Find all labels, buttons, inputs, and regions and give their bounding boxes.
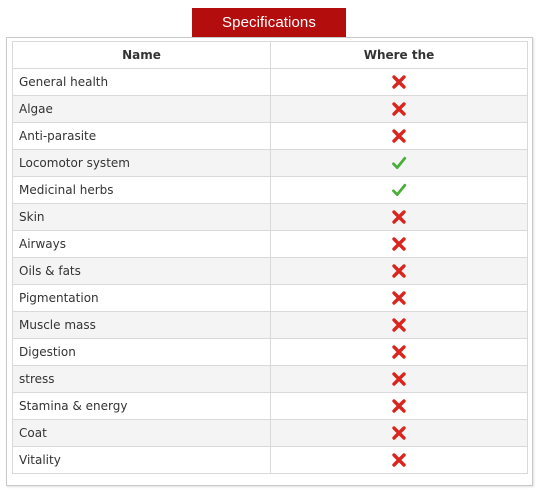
cross-icon — [391, 128, 407, 144]
row-status — [271, 447, 528, 474]
row-status — [271, 312, 528, 339]
specifications-panel — [6, 37, 533, 486]
table-row — [13, 285, 528, 312]
row-status — [271, 177, 528, 204]
row-name: Vitality — [13, 447, 271, 474]
cross-icon — [391, 263, 407, 279]
row-name: Pigmentation — [13, 285, 271, 312]
cross-icon — [391, 344, 407, 360]
cross-icon — [391, 74, 407, 90]
row-name: Airways — [13, 231, 271, 258]
row-status — [271, 366, 528, 393]
table-row — [13, 231, 528, 258]
cross-icon — [391, 101, 407, 117]
tab-label: Specifications — [222, 14, 316, 31]
row-name: Coat — [13, 420, 271, 447]
table-row — [13, 69, 528, 96]
cross-icon — [391, 290, 407, 306]
row-status — [271, 285, 528, 312]
row-status — [271, 258, 528, 285]
table-row — [13, 123, 528, 150]
cross-icon — [391, 317, 407, 333]
row-status — [271, 420, 528, 447]
specifications-table — [12, 41, 528, 474]
row-status — [271, 150, 528, 177]
table-row — [13, 366, 528, 393]
row-name: Algae — [13, 96, 271, 123]
table-row — [13, 96, 528, 123]
row-status — [271, 393, 528, 420]
column-header-where: Where the — [271, 42, 528, 69]
table-header-row — [13, 42, 528, 69]
table-body — [13, 69, 528, 474]
row-name: Stamina & energy — [13, 393, 271, 420]
tab-specifications[interactable] — [192, 8, 346, 37]
cross-icon — [391, 398, 407, 414]
cross-icon — [391, 371, 407, 387]
cross-icon — [391, 425, 407, 441]
table-row — [13, 312, 528, 339]
table-row — [13, 447, 528, 474]
column-header-name: Name — [13, 42, 271, 69]
table-row — [13, 393, 528, 420]
row-status — [271, 231, 528, 258]
row-name: Medicinal herbs — [13, 177, 271, 204]
table-row — [13, 177, 528, 204]
row-name: Locomotor system — [13, 150, 271, 177]
row-name: Muscle mass — [13, 312, 271, 339]
row-status — [271, 204, 528, 231]
row-status — [271, 69, 528, 96]
row-name: Skin — [13, 204, 271, 231]
row-name: Oils & fats — [13, 258, 271, 285]
table-row — [13, 339, 528, 366]
row-status — [271, 339, 528, 366]
check-icon — [391, 155, 407, 171]
table-row — [13, 204, 528, 231]
check-icon — [391, 182, 407, 198]
row-name: Anti-parasite — [13, 123, 271, 150]
row-name: Digestion — [13, 339, 271, 366]
table-row — [13, 420, 528, 447]
cross-icon — [391, 236, 407, 252]
row-status — [271, 96, 528, 123]
row-status — [271, 123, 528, 150]
cross-icon — [391, 209, 407, 225]
table-row — [13, 258, 528, 285]
table-row — [13, 150, 528, 177]
cross-icon — [391, 452, 407, 468]
row-name: stress — [13, 366, 271, 393]
row-name: General health — [13, 69, 271, 96]
